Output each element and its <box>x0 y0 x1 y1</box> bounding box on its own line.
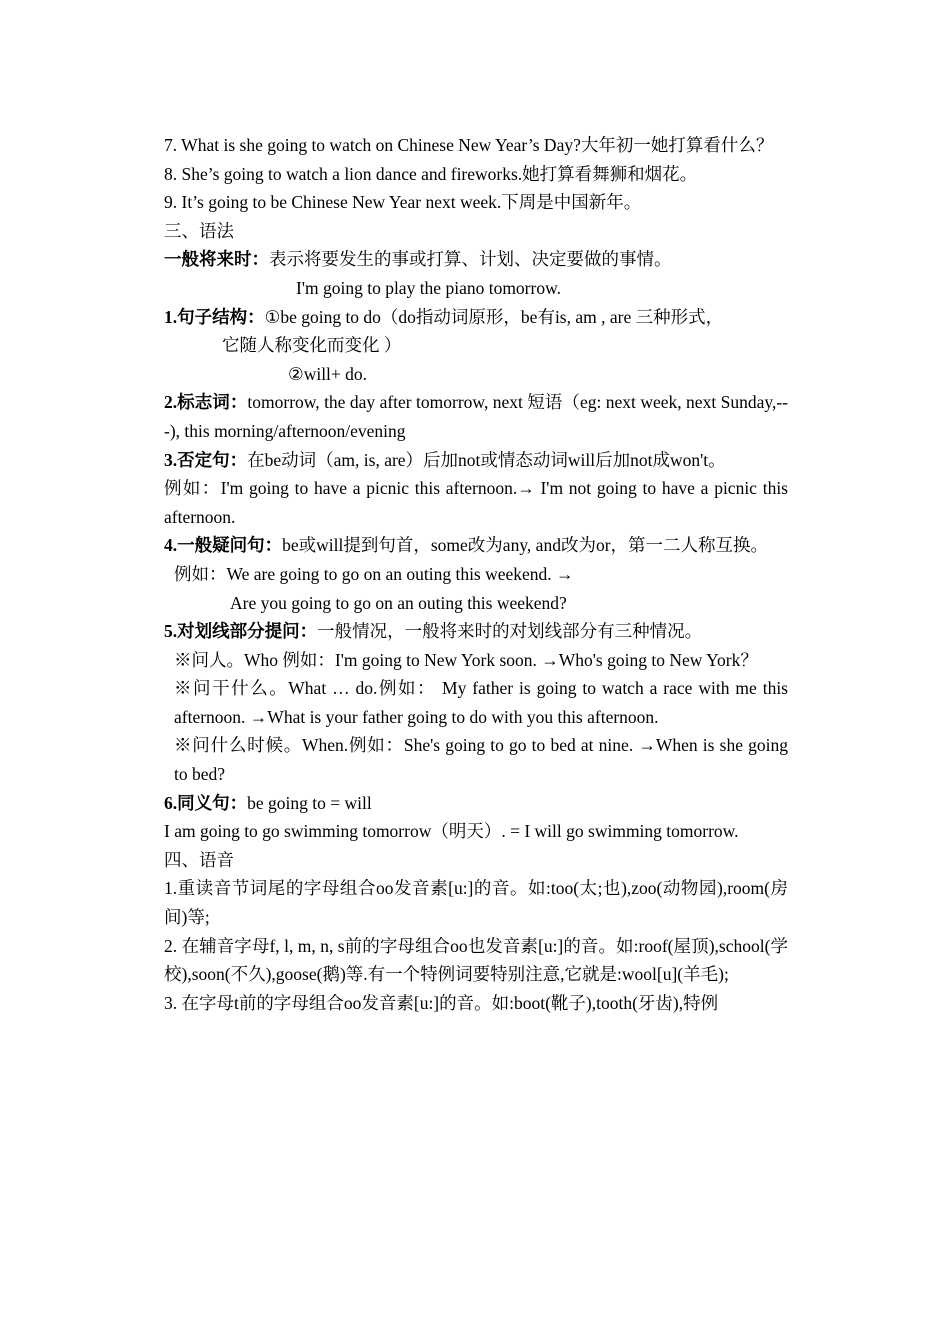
yes-no-question-example: 例如：We are going to go on an outing this weekend. → <box>174 563 574 584</box>
negative-sentence-label: 3.否定句： <box>164 449 248 470</box>
synonym-sentence <box>164 789 788 818</box>
marker-words <box>164 388 788 445</box>
sentence-structure-a-cont: 它随人称变化而变化 ） <box>222 335 402 356</box>
sentence-7: 7. What is she going to watch on Chinese New Year’s Day?大年初一她打算看什么？ <box>164 135 774 155</box>
sentence-structure-label: 1.句子结构： <box>164 306 265 327</box>
negative-sentence-text: 在be动词（am, is, are）后加not或情态动词will后加not成won't。 <box>247 449 726 470</box>
synonym-sentence-example: I am going to go swimming tomorrow（明天）. = I will go swimming tomorrow. <box>164 821 739 842</box>
section-heading-grammar: 三、语法 <box>164 220 234 241</box>
question-when: ※问什么时候。When.例如：She's going to go to bed at nine. →When is she going to bed? <box>174 735 788 785</box>
sentence-structure-b: ②will+ do. <box>288 363 368 384</box>
yes-no-question-text: be或will提到句首，some改为any, and改为or，第一二人称互换。 <box>282 535 769 556</box>
synonym-sentence-text: be going to = will <box>247 792 372 813</box>
synonym-sentence-label: 6.同义句： <box>164 792 248 813</box>
sentence-9: 9. It’s going to be Chinese New Year next week.下周是中国新年。 <box>164 192 642 213</box>
underlined-question-label: 5.对划线部分提问： <box>164 621 318 642</box>
negative-sentence-example: 例如：I'm going to have a picnic this afternoon.→ I'm not going to have a picnic this afternoon. <box>164 478 788 527</box>
question-who: ※问人。Who 例如：I'm going to New York soon. →Who's going to New York？ <box>174 649 758 670</box>
underlined-question-text: 一般情况，一般将来时的对划线部分有三种情况。 <box>317 621 703 642</box>
marker-words-label: 2.标志词： <box>164 392 248 413</box>
question-what: ※问干什么。What … do.例如： My father is going to watch a race with me this afternoon. →What is your father going to do with you this afternoon. <box>174 678 788 727</box>
yes-no-question-answer: Are you going to go on an outing this weekend? <box>230 592 567 613</box>
future-tense-text: 表示将要发生的事或打算、计划、决定要做的事情。 <box>269 249 672 270</box>
section-heading-phonetics: 四、语音 <box>164 849 234 870</box>
underlined-question <box>164 617 788 646</box>
future-tense-label: 一般将来时： <box>164 249 269 270</box>
future-tense-definition <box>164 245 788 274</box>
phonetics-rule-1: 1.重读音节词尾的字母组合oo发音素[u:]的音。如:too(太;也),zoo(动物园),room(房间)等; <box>164 878 788 928</box>
phonetics-rule-2: 2. 在辅音字母f, l, m, n, s前的字母组合oo也发音素[u:]的音。如:roof(屋顶),school(学校),soon(不久),goose(鹅)等.有一个特例词要特别注意,它就是:wool[u](羊毛); <box>164 935 788 985</box>
sentence-8: 8. She’s going to watch a lion dance and fireworks.她打算看舞狮和烟花。 <box>164 163 698 184</box>
marker-words-text: tomorrow, the day after tomorrow, next 短语（eg: next week, next Sunday,---), this morning/afternoon/evening <box>164 392 788 441</box>
sentence-structure <box>164 303 788 332</box>
future-tense-example: I'm going to play the piano tomorrow. <box>296 277 561 298</box>
phonetics-rule-3: 3. 在字母t前的字母组合oo发音素[u:]的音。如:boot(靴子),tooth(牙齿),特例 <box>164 992 719 1013</box>
yes-no-question <box>164 531 788 560</box>
document-body <box>164 131 788 1017</box>
yes-no-question-label: 4.一般疑问句： <box>164 535 283 556</box>
sentence-structure-a: ①be going to do（do指动词原形，be有is, am , are 三种形式， <box>264 306 724 327</box>
negative-sentence <box>164 446 788 475</box>
